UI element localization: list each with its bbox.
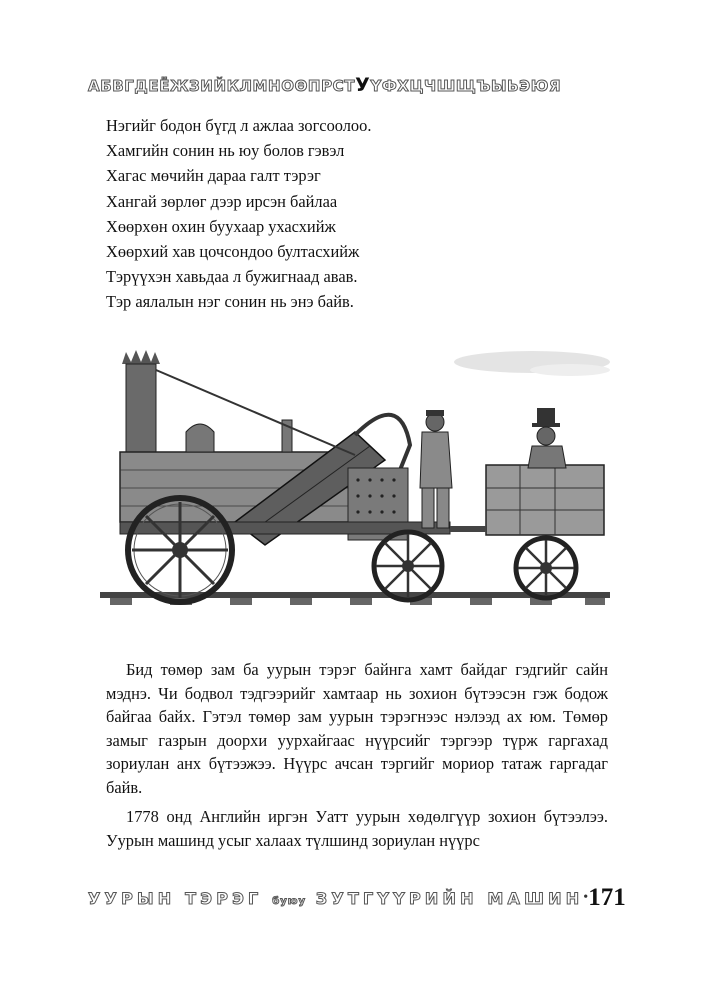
alphabet-header <box>88 74 612 96</box>
locomotive-illustration <box>100 340 610 620</box>
poem <box>106 113 371 315</box>
page-footer <box>88 880 626 916</box>
footer-title-small: буюу <box>272 895 306 907</box>
footer-title-part1: УУРЫН ТЭРЭГ <box>88 888 263 908</box>
poem-line: Нэгийг бодон бүгд л ажлаа зогсоолоо. <box>106 116 372 135</box>
page-number: 171 <box>588 884 626 911</box>
poem-line: Тэрүүхэн хавьдаа л бужигнаад авав. <box>106 267 358 287</box>
paragraph: 1778 онд Английн иргэн Уатт уурын хөдөлгүүр зохион бүтээлээ. Уурын машинд усыг халаах түлшинд зориулан нүүрс <box>106 807 608 850</box>
driving-wheel <box>128 498 232 602</box>
poem-line: Хөөрхөн охин буухаар ухасхийж <box>106 216 336 236</box>
poem-line: Хангай зөрлөг дээр ирсэн байлаа <box>106 191 338 211</box>
footer-title <box>88 889 583 908</box>
poem-line: Тэр аялалын нэг сонин нь энэ байв. <box>106 292 354 312</box>
front-wheel <box>374 532 442 600</box>
poem-line: Хамгийн сонин нь юу болов гэвэл <box>106 141 345 161</box>
paragraph: Бид төмөр зам ба уурын тэрэг байнга хамт байдаг гэдгийг сайн мэднэ. Чи бодвол тэдгээрийг хамтаар нь зохион бүтээсэн гэж бодож байгаа байх. Гэтэл төмөр зам уурын тэрэгнээс нэлээд ах юм. Төмөр замыг газрын доорхи уурхайгаас нүүрсийг тэргээр түрж гаргахад зориулан анх бүтээжээ. Нүүрс ачсан тэргийг мориор татаж гаргадаг байв. <box>106 660 608 797</box>
poem-line: Хагас мөчийн дараа галт тэрэг <box>106 166 321 186</box>
footer-separator: • <box>583 890 589 905</box>
fireman-figure <box>528 408 566 468</box>
body-text <box>106 658 608 858</box>
tender-wagon <box>486 465 604 535</box>
footer-title-part2: ЗУТГҮҮРИЙН МАШИН <box>315 888 584 908</box>
alphabet-after: ҮФХЦЧШЩЪЫЬЭЮЯ <box>370 77 562 95</box>
alphabet-highlighted-letter: У <box>355 74 371 96</box>
tender-wheel <box>516 538 576 598</box>
poem-line: Хөөрхий хав цочсондоо бултасхийж <box>106 242 360 262</box>
chimney-crown <box>122 350 160 364</box>
smoke-cloud <box>530 364 610 376</box>
driver-figure <box>420 410 452 528</box>
alphabet-before: АБВГДЕЁЖЗИЙКЛМНОӨПРСТ <box>88 77 356 95</box>
coupling <box>450 526 486 532</box>
steam-dome <box>186 424 214 452</box>
